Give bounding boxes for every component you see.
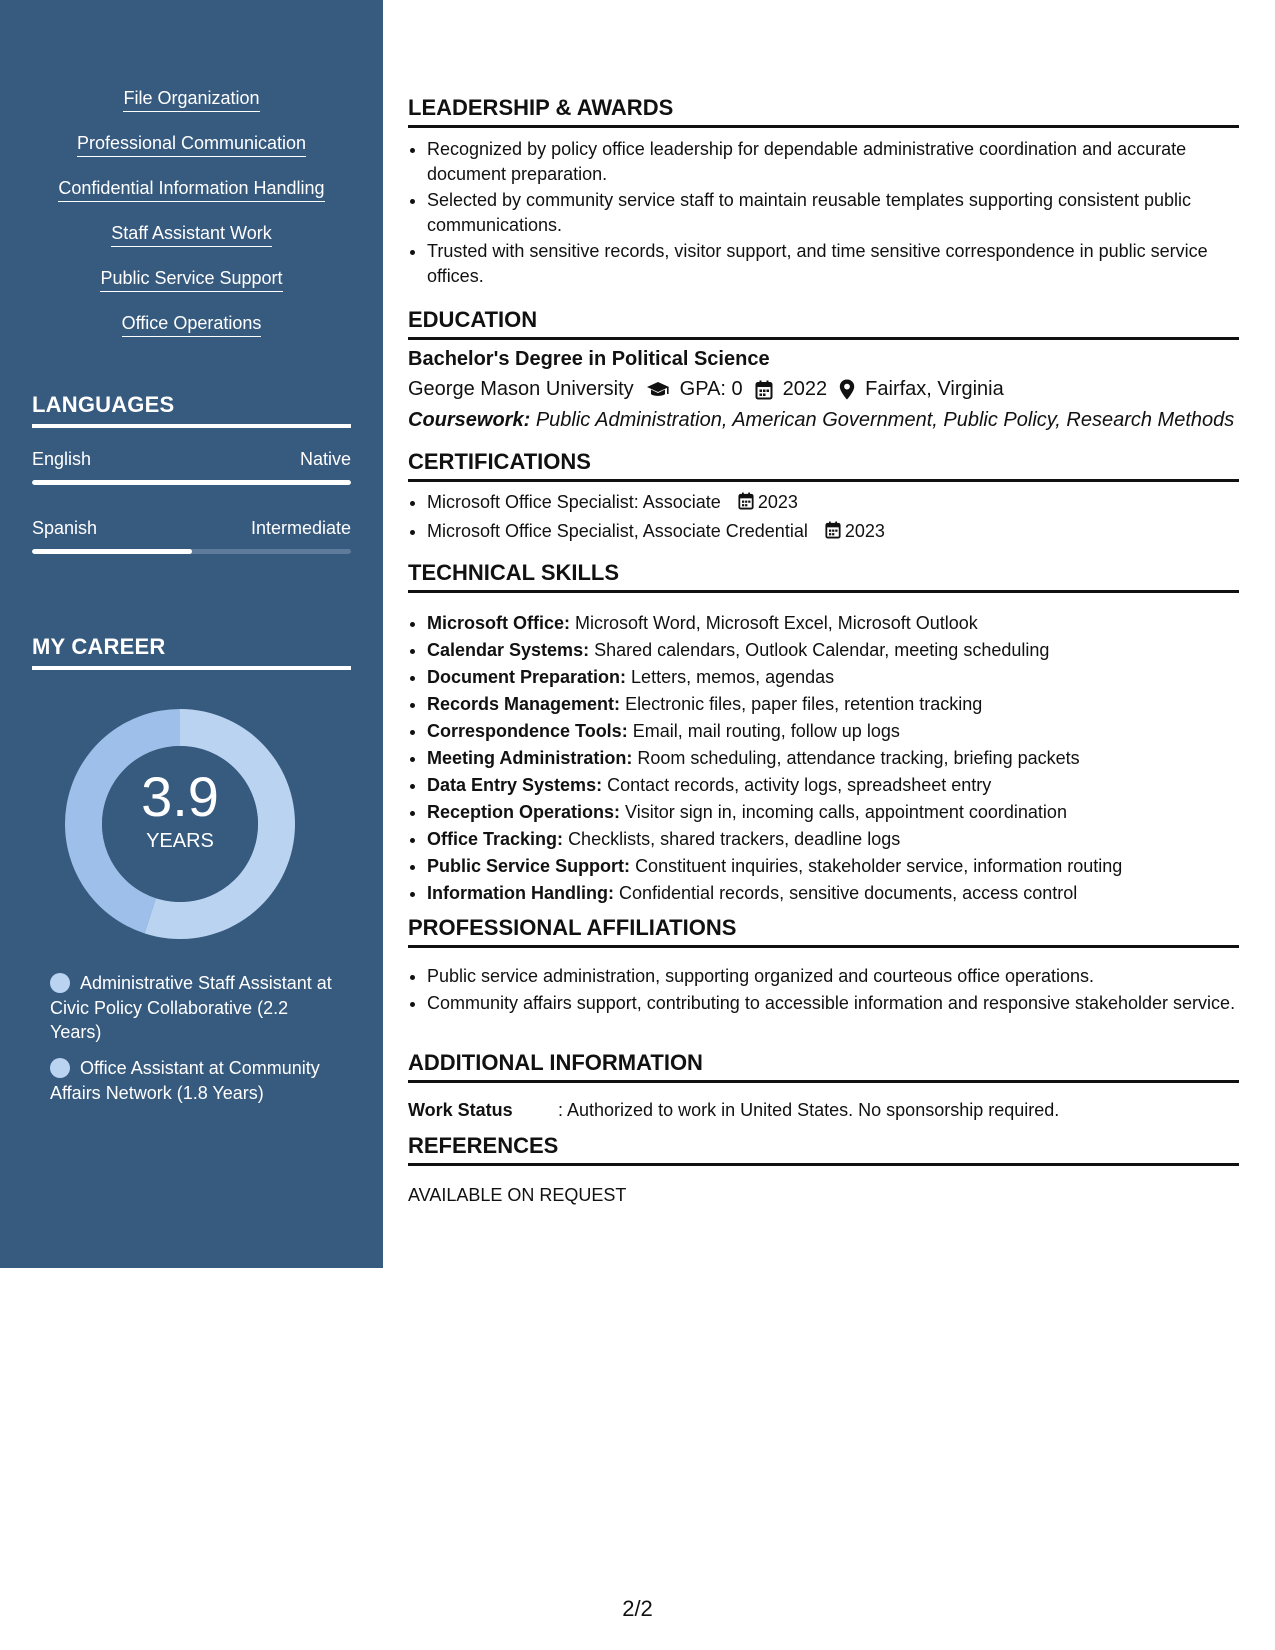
language-bar-fill bbox=[32, 549, 192, 554]
language-row-spanish bbox=[32, 518, 351, 539]
career-legend-item bbox=[50, 1056, 340, 1105]
skill-item bbox=[0, 86, 383, 131]
calendar-icon bbox=[825, 521, 841, 545]
legend-dot-icon bbox=[50, 1058, 70, 1078]
skill-item bbox=[0, 221, 383, 266]
technical-skill-item bbox=[427, 638, 1239, 662]
skill-link-professional-communication[interactable]: Professional Communication bbox=[77, 131, 306, 157]
technical-skill-label: Reception Operations: bbox=[427, 802, 621, 822]
skill-link-public-service-support[interactable]: Public Service Support bbox=[100, 266, 282, 292]
graduation-cap-icon bbox=[646, 381, 670, 399]
list-item: • Community affairs support, contributing to accessible information and responsive stakeholder service. bbox=[427, 991, 1239, 1016]
technical-skill-label: Records Management: bbox=[427, 694, 621, 714]
technical-skill-value: Checklists, shared trackers, deadline logs bbox=[568, 829, 901, 849]
technical-skill-value: Email, mail routing, follow up logs bbox=[632, 721, 900, 741]
education-school: George Mason University bbox=[408, 378, 634, 400]
language-bar-spanish bbox=[32, 549, 351, 554]
certifications-list bbox=[408, 490, 1239, 548]
technical-skill-label: Information Handling: bbox=[427, 883, 614, 903]
additional-info-heading: ADDITIONAL INFORMATION bbox=[408, 1050, 1239, 1083]
technical-skill-value: Visitor sign in, incoming calls, appointment coordination bbox=[625, 802, 1067, 822]
list-item: • Public service administration, supporting organized and courteous office operations. bbox=[427, 964, 1239, 989]
work-status-row bbox=[408, 1100, 1059, 1121]
languages-heading: LANGUAGES bbox=[32, 392, 351, 428]
skill-list bbox=[0, 86, 383, 356]
career-legend-item bbox=[50, 971, 340, 1045]
affiliations-heading: PROFESSIONAL AFFILIATIONS bbox=[408, 915, 1239, 948]
career-legend-label: Office Assistant at Community Affairs Network (1.8 Years) bbox=[50, 1058, 320, 1103]
certification-year: 2023 bbox=[757, 492, 798, 512]
list-item bbox=[427, 519, 1239, 545]
education-details bbox=[408, 378, 1004, 401]
technical-skill-label: Office Tracking: bbox=[427, 829, 564, 849]
education-heading: EDUCATION bbox=[408, 307, 1239, 340]
certification-name: Microsoft Office Specialist: Associate bbox=[427, 492, 721, 512]
technical-skill-value: Electronic files, paper files, retention tracking bbox=[625, 694, 983, 714]
language-row-english bbox=[32, 449, 351, 470]
skill-item bbox=[0, 311, 383, 356]
affiliations-list bbox=[408, 964, 1239, 1017]
technical-skill-value: Letters, memos, agendas bbox=[631, 667, 835, 687]
map-pin-icon bbox=[839, 379, 855, 400]
technical-skill-item bbox=[427, 719, 1239, 743]
skill-link-office-operations[interactable]: Office Operations bbox=[122, 311, 262, 337]
technical-skill-label: Microsoft Office: bbox=[427, 613, 571, 633]
coursework-value: Public Administration, American Government, Public Policy, Research Methods bbox=[535, 409, 1235, 431]
technical-skill-label: Meeting Administration: bbox=[427, 748, 633, 768]
language-bar-english bbox=[32, 480, 351, 485]
work-status-label: Work Status bbox=[408, 1100, 513, 1120]
leadership-heading: LEADERSHIP & AWARDS bbox=[408, 95, 1239, 128]
technical-skill-item bbox=[427, 746, 1239, 770]
technical-skill-item bbox=[427, 665, 1239, 689]
references-heading: REFERENCES bbox=[408, 1133, 1239, 1166]
sidebar bbox=[0, 0, 383, 1268]
language-level: Intermediate bbox=[250, 518, 351, 538]
career-heading: MY CAREER bbox=[32, 634, 351, 670]
technical-skill-value: Confidential records, sensitive documents, access control bbox=[619, 883, 1078, 903]
technical-skill-label: Data Entry Systems: bbox=[427, 775, 603, 795]
calendar-icon bbox=[738, 492, 754, 516]
language-name: Spanish bbox=[32, 518, 98, 538]
coursework-label: Coursework: bbox=[408, 409, 531, 431]
certification-name: Microsoft Office Specialist, Associate Credential bbox=[427, 521, 808, 541]
skill-item bbox=[0, 176, 383, 221]
technical-skill-item bbox=[427, 881, 1239, 905]
technical-skill-label: Calendar Systems: bbox=[427, 640, 590, 660]
language-name: English bbox=[32, 449, 92, 469]
technical-skill-value: Shared calendars, Outlook Calendar, meeting scheduling bbox=[594, 640, 1050, 660]
career-total-unit: YEARS bbox=[146, 830, 214, 852]
legend-dot-icon bbox=[50, 973, 70, 993]
education-gpa: GPA: 0 bbox=[679, 378, 743, 400]
education-coursework bbox=[408, 409, 1234, 432]
technical-skill-value: Room scheduling, attendance tracking, briefing packets bbox=[637, 748, 1080, 768]
skill-link-confidential-information[interactable]: Confidential Information Handling bbox=[58, 176, 324, 202]
technical-skill-item bbox=[427, 692, 1239, 716]
technical-skill-label: Document Preparation: bbox=[427, 667, 627, 687]
skill-item bbox=[0, 266, 383, 311]
technical-skill-label: Correspondence Tools: bbox=[427, 721, 628, 741]
technical-skill-item bbox=[427, 800, 1239, 824]
technical-skills-heading: TECHNICAL SKILLS bbox=[408, 560, 1239, 593]
technical-skill-item bbox=[427, 854, 1239, 878]
career-legend-label: Administrative Staff Assistant at Civic Policy Collaborative (2.2 Years) bbox=[50, 973, 332, 1042]
references-text: AVAILABLE ON REQUEST bbox=[408, 1185, 627, 1205]
language-bar-fill bbox=[32, 480, 351, 485]
technical-skill-item bbox=[427, 827, 1239, 851]
page-number: 2/2 bbox=[622, 1596, 653, 1621]
education-year: 2022 bbox=[782, 378, 828, 400]
education-location: Fairfax, Virginia bbox=[865, 378, 1004, 400]
technical-skills-list bbox=[408, 611, 1239, 908]
language-level: Native bbox=[299, 449, 351, 469]
technical-skill-value: Contact records, activity logs, spreadsheet entry bbox=[607, 775, 992, 795]
technical-skill-label: Public Service Support: bbox=[427, 856, 631, 876]
career-total bbox=[65, 765, 295, 853]
technical-skill-value: Constituent inquiries, stakeholder service, information routing bbox=[635, 856, 1123, 876]
list-item: • Recognized by policy office leadership for dependable administrative coordination and accurate document preparation. bbox=[427, 137, 1239, 186]
technical-skill-item bbox=[427, 611, 1239, 635]
certification-year: 2023 bbox=[844, 521, 885, 541]
leadership-list bbox=[408, 137, 1239, 290]
technical-skill-item bbox=[427, 773, 1239, 797]
list-item bbox=[427, 490, 1239, 516]
list-item: • Selected by community service staff to maintain reusable templates supporting consistent public communications. bbox=[427, 188, 1239, 237]
list-item: • Trusted with sensitive records, visitor support, and time sensitive correspondence in public service offices. bbox=[427, 239, 1239, 288]
skill-link-staff-assistant-work[interactable]: Staff Assistant Work bbox=[111, 221, 271, 247]
education-degree: Bachelor's Degree in Political Science bbox=[408, 348, 770, 370]
skill-item bbox=[0, 131, 383, 176]
certifications-heading: CERTIFICATIONS bbox=[408, 449, 1239, 482]
skill-link-file-organization[interactable]: File Organization bbox=[123, 86, 259, 112]
calendar-icon bbox=[755, 380, 773, 400]
career-total-value: 3.9 bbox=[141, 765, 219, 828]
work-status-value: : Authorized to work in United States. No sponsorship required. bbox=[558, 1100, 1060, 1120]
technical-skill-value: Microsoft Word, Microsoft Excel, Microsoft Outlook bbox=[575, 613, 978, 633]
